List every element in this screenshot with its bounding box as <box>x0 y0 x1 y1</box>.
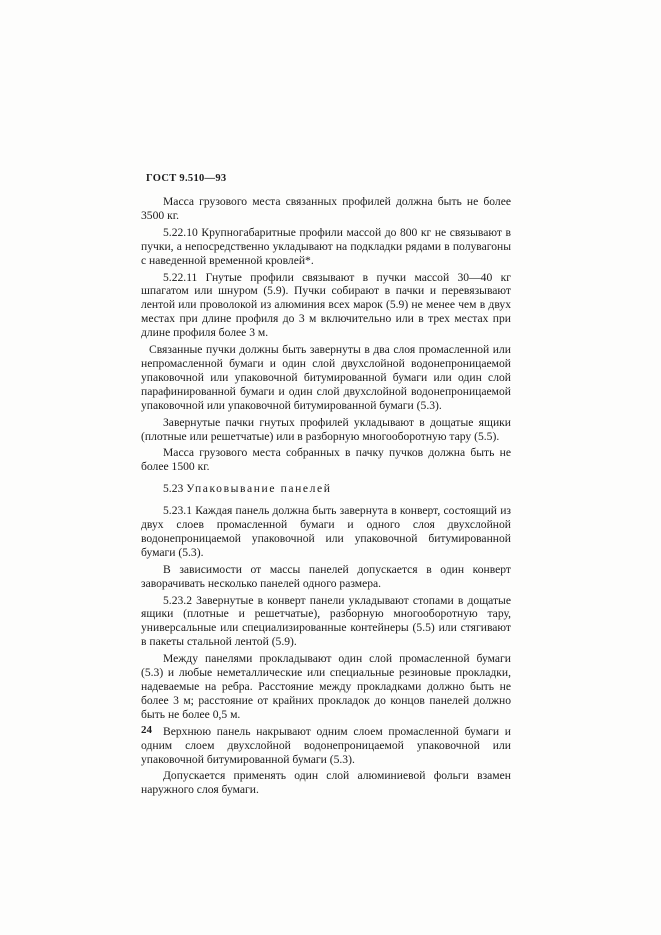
paragraph-5-22-10: 5.22.10 Крупногабаритные профили массой до 800 кг не связывают в пучки, а непосредственно укладывают на подкладки рядами в полувагоны с наведенной временной кровлей*. <box>141 225 511 267</box>
paragraph-mass-bound-profiles: Масса грузового места связанных профилей должна быть не более 3500 кг. <box>141 195 511 222</box>
paragraph-several-panels: В зависимости от массы панелей допускается в один конверт заворачивать несколько панелей одного размера. <box>141 562 511 590</box>
document-body <box>141 195 511 800</box>
paragraph-packs-boxes: Завернутые пачки гнутых профилей укладывают в дощатые ящики (плотные или решетчатые) или в разборную многооборотную тару (5.5). <box>141 415 511 443</box>
paragraph-5-22-11: 5.22.11 Гнутые профили связывают в пучки массой 30—40 кг шпагатом или шнуром (5.9). Пучки собирают в пачки и перевязывают лентой или проволокой из алюминия всех марок (5.9) не менее чем в двух местах при длине профиля до 3 м включительно или в трех местах при длине профиля более 3 м. <box>141 270 511 340</box>
paragraph-mass-packs: Масса грузового места собранных в пачку пучков должна быть не более 1500 кг. <box>141 446 511 474</box>
paragraph-5-23-1: 5.23.1 Каждая панель должна быть завернута в конверт, состоящий из двух слоев промасленной бумаги и одного слоя двухслойной водонепроницаемой упаковочной или упаковочной битумированной бумаги (5.3). <box>141 504 511 559</box>
section-title <box>141 482 511 496</box>
paragraph-5-23-2: 5.23.2 Завернутые в конверт панели укладывают стопами в дощатые ящики (плотные и решетчатые), разборную многооборотную тару, универсальные или специализированные контейнеры (5.5) или стягивают в пакеты стальной лентой (5.9). <box>141 593 511 649</box>
paragraph-top-panel: Верхнюю панель накрывают одним слоем промасленной бумаги и одним слоем двухслойной водонепроницаемой упаковочной или упаковочной битумированной бумаги (5.3). <box>141 724 511 766</box>
paragraph-bundles-wrapping: Связанные пучки должны быть завернуты в два слоя промасленной или непромасленной бумаги и один слой двухслойной водонепроницаемой упаковочной или упаковочной битумированной бумаги или один слой парафинированной бумаги и один слой двухслойной водонепроницаемой упаковочной или упаковочной битумированной бумаги (5.3). <box>141 343 511 412</box>
paragraph-between-panels: Между панелями прокладывают один слой промасленной бумаги (5.3) и любые неметаллические или специальные резиновые прокладки, надеваемые на ребра. Расстояние между прокладками должно быть не более 3 м; расстояние от крайних прокладок до концов панелей должно быть не более 0,5 м. <box>141 652 511 721</box>
document-header: ГОСТ 9.510—93 <box>146 173 227 184</box>
section-number: 5.23 <box>163 482 184 496</box>
paragraph-foil: Допускается применять один слой алюминиевой фольги взамен наружного слоя бумаги. <box>141 769 511 797</box>
section-heading: Упаковывание панелей <box>186 482 332 496</box>
page-number: 24 <box>141 724 152 736</box>
